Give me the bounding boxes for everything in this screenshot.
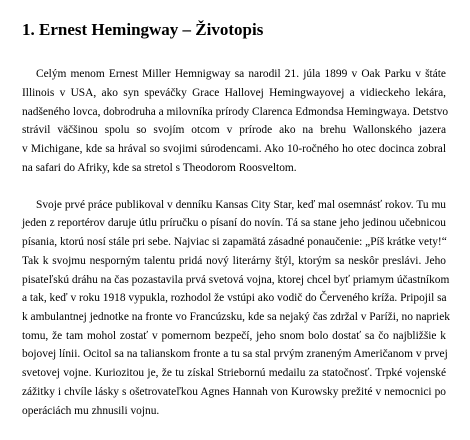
paragraph-2-line-12: operáciách mu zhnusili vojnu. — [22, 405, 160, 417]
paragraph-2-line-5: pisateľskú dráhu na čas pozastavila prvá svetová vojna, ktorej chcel byť priamym účastníkom — [22, 274, 450, 286]
paragraph-1-line-2: Illinois v USA, ako syn speváčky Grace Hallovej Hemingwayovej a vidieckeho lekára, — [22, 87, 446, 99]
document-title: 1. Ernest Hemingway – Životopis — [22, 20, 264, 39]
paragraph-1-line-5: v Michigane, kde sa hrával so svojimi súrodencami. Ako 10-ročného ho otec docinca zobral — [22, 143, 446, 155]
paragraph-1-line-1: Celým menom Ernest Miller Hemnigway sa narodil 21. júla 1899 v Oak Parku v štáte — [36, 68, 446, 80]
paragraph-1-line-3: nadšeného lovca, dobrodruha a milovníka prírody Clarenca Edmondsa Hemingwaya. Detstvo — [22, 106, 449, 118]
paragraph-2-line-10: svetovej vojne. Kuriozitou je, že tu získal Striebornú medailu za statočnosť. Trpké vojenské — [22, 367, 446, 379]
paragraph-2-line-4: Tak k svojmu nesporným talentu pridá nový literárny štýl, ktorým sa neskôr preslávi. Jeho — [22, 255, 446, 267]
paragraph-2-line-11: zážitky i chvíle lásky s ošetrovateľkou Agnes Hannah von Kurowsky prežité v nemocnici po — [22, 386, 446, 398]
paragraph-2-line-3: písania, ktorú nosí stále pri sebe. Najviac si zapamätá zásadné ponaučenie: „Píš krátke vety!“ — [22, 236, 447, 248]
paragraph-2-line-6: a tak, keď v roku 1918 vypukla, rozhodol že vstúpi ako vodič do Červeného kríža. Pripojil sa — [22, 292, 447, 304]
paragraph-1-line-6: na safari do Afriky, kde sa stretol s Theodorom Roosveltom. — [22, 162, 297, 174]
paragraph-2-line-7: k ambulantnej jednotke na fronte vo Francúzsku, kde sa nejaký čas zdržal v Paríži, no napriek — [22, 311, 450, 323]
paragraph-2-line-9: bojovej línii. Ocitol sa na talianskom fronte a tu sa stal prvým zraneným Američanom v prvej — [22, 348, 448, 360]
paragraph-2-line-8: tomu, že tam mohol zostať v pomernom bezpečí, jeho snom bolo dostať sa čo najbližšie k — [22, 330, 446, 342]
paragraph-1-line-4: strávil väčšinou spolu so svojím otcom v prírode ako na brehu Wallonského jazera — [22, 124, 446, 136]
paragraph-2-line-2: jeden z reportérov daruje útlu príručku o písaní do novín. Tá sa stane jeho jedinou učebnicou — [22, 217, 446, 229]
paragraph-2-line-1: Svoje prvé práce publikoval v denníku Kansas City Star, keď mal osemnásť rokov. Tu mu — [36, 199, 446, 211]
